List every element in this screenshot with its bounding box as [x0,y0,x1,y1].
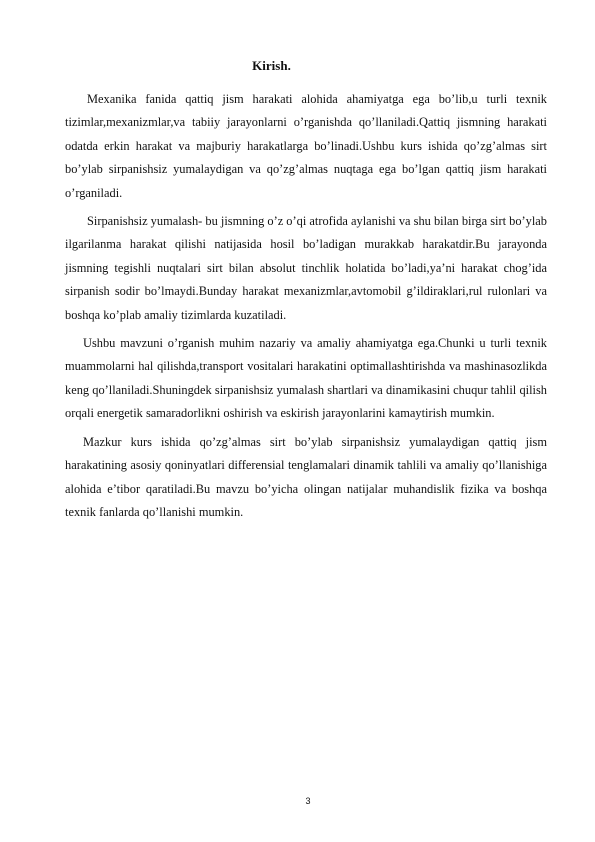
paragraph-rolling-definition: Sirpanishsiz yumalash- bu jismning o’z o’qi atrofida aylanishi va shu bilan birga sirt bo’ylab ilgarilanma harakat qilishi natijasida hosil bo’ladigan murakkab harakatdir.Bu jarayonda jismning tegishli nuqtalari sirt bilan absolut tinchlik holatida bo’ladi,ya’ni harakat chog’ida sirpanish sodir bo’lmaydi.Bunday harakat mexanizmlar,avtomobil g’ildiraklari,rul rulonlari va boshqa ko’plab amaliy tizimlarda kuzatiladi. [65,214,547,322]
paragraph-scope: Mazkur kurs ishida qo’zg’almas sirt bo’ylab sirpanishsiz yumalaydigan qattiq jism harakatining asosiy qoninyatlari differensial tenglamalari dinamik tahlili va amaliy qo’llanishiga alohida e’tibor qaratiladi.Bu mavzu bo’yicha olingan natijalar muhandislik fizika va boshqa texnik fanlarda qo’llanishi mumkin. [65,434,547,519]
page-number: 3 [305,796,311,806]
body-text [65,88,547,529]
section-title: Kirish. [252,58,291,73]
paragraph-intro: Mexanika fanida qattiq jism harakati alohida ahamiyatga ega bo’lib,u turli texnik tizimlar,mexanizmlar,va tabiiy jarayonlarni o’rganishda qo’llaniladi.Qattiq jismning harakati odatda erkin harakat va majburiy harakatlarga bo’linadi.Ushbu kurs ishida qo’zg’almas sirt bo’ylab sirpanishsiz yumalaydigan va qo’zg’almas nuqtaga ega bo’lgan qattiq jism harakati o’rganiladi. [65,92,547,200]
paragraph-importance: Ushbu mavzuni o’rganish muhim nazariy va amaliy ahamiyatga ega.Chunki u turli texnik muammolarni hal qilishda,transport vositalari harakatini optimallashtirishda va mashinasozlikda keng qo’llaniladi.Shuningdek sirpanishsiz yumalash shartlari va dinamikasini chuqur tahlil qilish orqali energetik samaradorlikni oshirish va eskirish jarayonlarini kamaytirish mumkin. [65,336,547,421]
